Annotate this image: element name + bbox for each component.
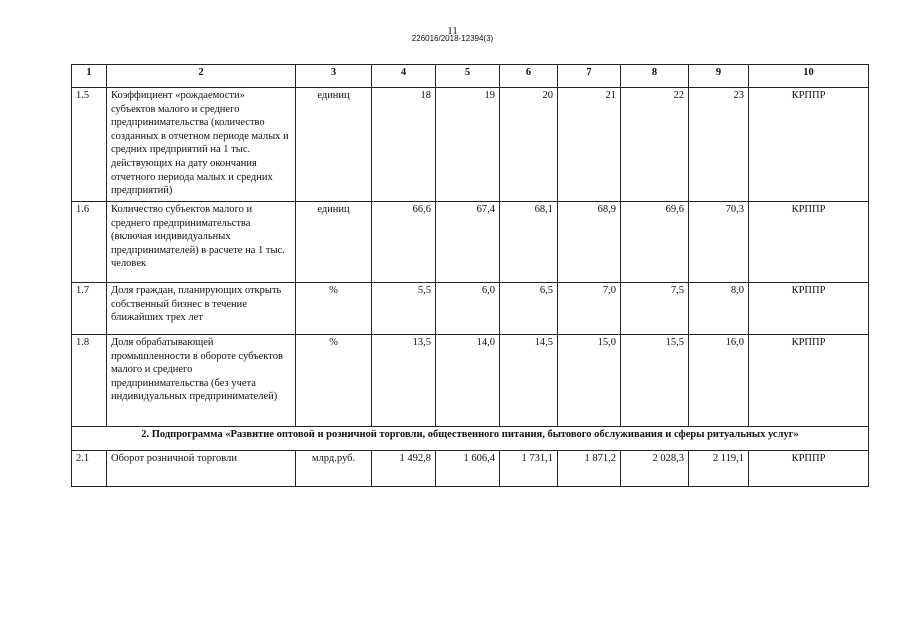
value-cell: 23 — [689, 88, 749, 202]
value-cell: 67,4 — [436, 202, 500, 283]
table-row — [72, 335, 869, 427]
unit-cell: % — [296, 283, 372, 335]
row-number: 1.5 — [72, 88, 107, 202]
table-header-row — [72, 65, 869, 88]
value-cell: 18 — [372, 88, 436, 202]
document-id: 226016/2018-12394(3) — [411, 34, 494, 43]
subprogram-title: 2. Подпрограмма «Развитие оптовой и розничной торговли, общественного питания, бытового обслуживания и сферы ритуальных услуг» — [72, 427, 869, 451]
table-row — [72, 283, 869, 335]
value-cell: 16,0 — [689, 335, 749, 427]
value-cell: 6,5 — [500, 283, 558, 335]
value-cell: 2 119,1 — [689, 451, 749, 487]
row-number: 1.6 — [72, 202, 107, 283]
table-row — [72, 451, 869, 487]
value-cell: 15,0 — [558, 335, 621, 427]
page-number: 11 — [447, 25, 458, 37]
column-header: 8 — [621, 65, 689, 88]
section-header-row — [72, 427, 869, 451]
value-cell: 68,1 — [500, 202, 558, 283]
column-header: 10 — [749, 65, 869, 88]
value-cell: 1 606,4 — [436, 451, 500, 487]
value-cell: 68,9 — [558, 202, 621, 283]
value-cell: 6,0 — [436, 283, 500, 335]
column-header: 1 — [72, 65, 107, 88]
value-cell: 15,5 — [621, 335, 689, 427]
source-cell: КРППР — [749, 451, 869, 487]
column-header: 5 — [436, 65, 500, 88]
unit-cell: единиц — [296, 202, 372, 283]
column-header: 9 — [689, 65, 749, 88]
unit-cell: единиц — [296, 88, 372, 202]
table-row — [72, 88, 869, 202]
value-cell: 1 492,8 — [372, 451, 436, 487]
table-row — [72, 202, 869, 283]
value-cell: 19 — [436, 88, 500, 202]
indicator-name: Доля обрабатывающей промышленности в обороте субъектов малого и среднего предпринимательства (без учета индивидуальных предпринимателей) — [107, 335, 296, 427]
value-cell: 13,5 — [372, 335, 436, 427]
unit-cell: % — [296, 335, 372, 427]
indicator-name: Оборот розничной торговли — [107, 451, 296, 487]
column-header: 3 — [296, 65, 372, 88]
value-cell: 20 — [500, 88, 558, 202]
source-cell: КРППР — [749, 202, 869, 283]
column-header: 7 — [558, 65, 621, 88]
value-cell: 22 — [621, 88, 689, 202]
column-header: 2 — [107, 65, 296, 88]
value-cell: 69,6 — [621, 202, 689, 283]
value-cell: 1 871,2 — [558, 451, 621, 487]
value-cell: 70,3 — [689, 202, 749, 283]
row-number: 1.7 — [72, 283, 107, 335]
indicator-name: Количество субъектов малого и среднего предпринимательства (включая индивидуальных предпринимателей) в расчете на 1 тыс. человек — [107, 202, 296, 283]
value-cell: 8,0 — [689, 283, 749, 335]
row-number: 2.1 — [72, 451, 107, 487]
value-cell: 21 — [558, 88, 621, 202]
column-header: 4 — [372, 65, 436, 88]
source-cell: КРППР — [749, 88, 869, 202]
value-cell: 2 028,3 — [621, 451, 689, 487]
row-number: 1.8 — [72, 335, 107, 427]
value-cell: 7,5 — [621, 283, 689, 335]
value-cell: 66,6 — [372, 202, 436, 283]
value-cell: 14,5 — [500, 335, 558, 427]
source-cell: КРППР — [749, 335, 869, 427]
value-cell: 7,0 — [558, 283, 621, 335]
indicator-name: Доля граждан, планирующих открыть собственный бизнес в течение ближайших трех лет — [107, 283, 296, 335]
source-cell: КРППР — [749, 283, 869, 335]
value-cell: 5,5 — [372, 283, 436, 335]
column-header: 6 — [500, 65, 558, 88]
value-cell: 14,0 — [436, 335, 500, 427]
indicators-table — [71, 64, 869, 487]
value-cell: 1 731,1 — [500, 451, 558, 487]
indicator-name: Коэффициент «рождаемости» субъектов малого и среднего предпринимательства (количество созданных в отчетном периоде малых и средних предприятий на 1 тыс. действующих на дату окончания отчетного периода малых и средних предприятий) — [107, 88, 296, 202]
unit-cell: млрд.руб. — [296, 451, 372, 487]
